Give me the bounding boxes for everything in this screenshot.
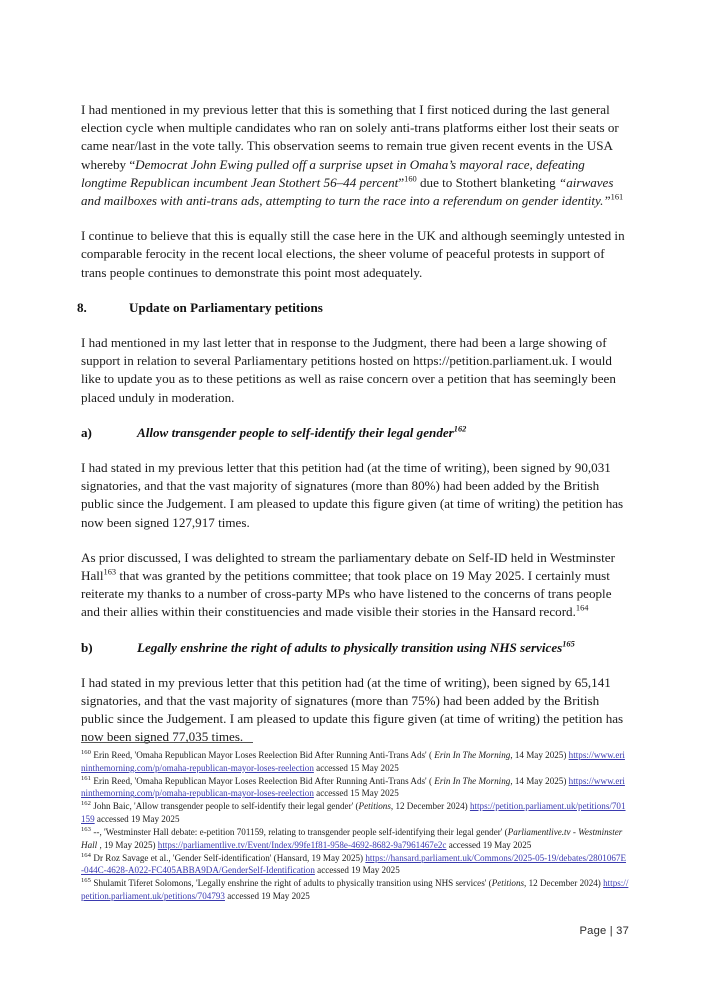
footnote-165 bbox=[81, 877, 629, 902]
footnote-165-mid: , 12 December 2024) bbox=[524, 878, 604, 889]
footnote-162-post: accessed 19 May 2025 bbox=[94, 813, 180, 824]
paragraph-petition-b-stats: I had stated in my previous letter that this petition had (at the time of writing), been signed by 65,141 signatories, and that the vast majority of signatures (more than 75%) had been added by the British public since the Judgement. I am pleased to update this figure given (at time of writing) the petition has now been signed 77,035 times. bbox=[81, 674, 624, 745]
footnote-161-post: accessed 15 May 2025 bbox=[313, 788, 399, 799]
section-heading-8-number: 8. bbox=[77, 299, 87, 315]
footnote-164-post: accessed 19 May 2025 bbox=[314, 865, 400, 876]
footnote-163-number: 163 bbox=[81, 826, 91, 834]
footnote-162-number: 162 bbox=[81, 800, 91, 808]
paragraph-intro-run-3: due to Stothert blanketing bbox=[416, 174, 559, 190]
sub-heading-b-text: Legally enshrine the right of adults to physically transition using NHS services bbox=[137, 639, 563, 655]
footnote-161-number: 161 bbox=[81, 774, 91, 782]
page-number: Page | 37 bbox=[579, 925, 629, 937]
footnote-164-number: 164 bbox=[81, 851, 91, 859]
footnote-163-link[interactable]: https://parliamentlive.tv/Event/Index/99fe1f81-958e-4692-8682-9a7961467e2c bbox=[157, 839, 447, 850]
paragraph-uk-context: I continue to believe that this is equally still the case here in the UK and although seemingly untested in comparable ferocity in the recent local elections, the sheer volume of peaceful protests in support of trans people continues to demonstrate this point most adequately. bbox=[81, 228, 625, 280]
sub-heading-b bbox=[81, 639, 626, 657]
paragraph-intro bbox=[81, 101, 626, 210]
paragraph-intro-quote-1: Democrat John Ewing pulled off a surprise upset in Omaha’s mayoral race, defeating longtime Republican incumbent Jean Stothert 56–44 percent bbox=[81, 156, 585, 190]
footnote-163-italic: Parliamentlive.tv - Westminster Hall bbox=[81, 827, 623, 850]
footnote-area bbox=[81, 742, 629, 903]
footnote-165-italic: Petitions bbox=[491, 878, 525, 889]
footnote-161-pre: Erin Reed, 'Omaha Republican Mayor Loses Reelection Bid After Running Anti-Trans Ads' ( bbox=[93, 775, 435, 786]
footnote-164 bbox=[81, 852, 629, 877]
footnote-ref-162[interactable]: 162 bbox=[453, 424, 467, 434]
footnote-160 bbox=[81, 749, 629, 774]
footnote-ref-163[interactable]: 163 bbox=[103, 567, 117, 577]
footnote-ref-165[interactable]: 165 bbox=[562, 639, 575, 649]
section-heading-8 bbox=[77, 299, 626, 317]
footnote-161-link[interactable]: https://www.erininthemorning.com/p/omaha-republican-mayor-loses-reelection bbox=[81, 775, 625, 799]
footnote-ref-161[interactable]: 161 bbox=[610, 192, 624, 202]
paragraph-intro-run-1: I had mentioned in my previous letter that this is something that I first noticed during the last general election cycle when multiple candidates who ran on solely anti-trans platforms either lost their seats or came near/last in the vote tally. This observation seems to remain true given recent events in the USA whereby “ bbox=[81, 102, 619, 172]
footnote-160-mid: , 14 May 2025) bbox=[510, 750, 569, 760]
paragraph-westminster-debate bbox=[81, 549, 626, 622]
paragraph-petitions-intro: I had mentioned in my last letter that in response to the Judgment, there had been a large showing of support in relation to several Parliamentary petitions hosted on https://petition.parliament.uk. I would like to update you as to these petitions as well as raise concern over a petition that has seemingly been placed unduly in moderation. bbox=[81, 335, 616, 405]
footnote-161-italic: Erin In The Morning bbox=[434, 775, 511, 786]
sub-heading-a bbox=[81, 424, 626, 442]
paragraph-intro-run-2: ” bbox=[398, 174, 405, 190]
sub-heading-b-letter: b) bbox=[81, 639, 93, 655]
footnote-160-italic: Erin In The Morning bbox=[434, 750, 511, 760]
footnote-160-post: accessed 15 May 2025 bbox=[313, 762, 399, 773]
footnote-164-pre: Dr Roz Savage et al., 'Gender Self-identification' (Hansard, 19 May 2025) bbox=[93, 852, 366, 863]
footnote-162 bbox=[81, 800, 629, 825]
footnote-162-link[interactable]: https://petition.parliament.uk/petitions/701159 bbox=[81, 801, 626, 824]
footnote-ref-164[interactable]: 164 bbox=[575, 604, 589, 614]
footnote-165-number: 165 bbox=[81, 877, 91, 885]
footnote-160-link[interactable]: https://www.erininthemorning.com/p/omaha-republican-mayor-loses-reelection bbox=[81, 750, 625, 773]
footnote-separator-rule bbox=[81, 742, 253, 743]
footnote-165-post: accessed 19 May 2025 bbox=[224, 891, 310, 902]
footnote-163 bbox=[81, 826, 629, 851]
footnote-161-mid: , 14 May 2025) bbox=[510, 775, 569, 786]
footnote-160-number: 160 bbox=[81, 748, 91, 756]
sub-heading-a-text: Allow transgender people to self-identify their legal gender bbox=[137, 424, 454, 440]
footnote-163-pre: --, 'Westminster Hall debate: e-petition 701159, relating to transgender people self-identifying their legal gender' ( bbox=[93, 827, 508, 838]
footnote-162-italic: Petitions bbox=[358, 801, 391, 812]
paragraph-intro-quote-2: “airwaves and mailboxes with anti-trans ads, attempting to turn the race into a referendum on gender identity.” bbox=[81, 174, 614, 209]
footnote-ref-160[interactable]: 160 bbox=[404, 174, 417, 184]
footnote-161 bbox=[81, 775, 629, 800]
footnote-163-post: accessed 19 May 2025 bbox=[446, 839, 532, 850]
footnote-160-pre: Erin Reed, 'Omaha Republican Mayor Loses Reelection Bid After Running Anti-Trans Ads' ( bbox=[93, 750, 435, 760]
footnote-164-link[interactable]: https://hansard.parliament.uk/Commons/2025-05-19/debates/2801067E-044C-4628-A022-FC405ABBA9DA/GenderSelf-Identification bbox=[81, 852, 627, 876]
footnote-165-link[interactable]: https://petition.parliament.uk/petitions/704793 bbox=[81, 878, 629, 902]
footnote-165-pre: Shulamit Tiferet Solomons, 'Legally enshrine the right of adults to physically transition using NHS services' ( bbox=[93, 878, 492, 889]
page-body bbox=[77, 101, 626, 764]
paragraph-westminster-run-1: As prior discussed, I was delighted to stream the parliamentary debate on Self-ID held in Westminster Hall bbox=[81, 549, 615, 584]
paragraph-petition-a-stats: I had stated in my previous letter that this petition had (at the time of writing), been signed by 90,031 signatories, and that the vast majority of signatures (more than 80%) had been added by the British public since the Judgement. I am pleased to update this figure given (at time of writing) the petition has now been signed 127,917 times. bbox=[81, 460, 624, 530]
paragraph-westminster-run-2: that was granted by the petitions committee; that took place on 19 May 2025. I certainly must reiterate my thanks to a number of cross-party MPs who have listened to the concerns of trans people and their allies within their constituencies and made visible their stories in the Hansard record. bbox=[81, 568, 612, 620]
sub-heading-a-letter: a) bbox=[81, 424, 92, 440]
footnote-162-mid: , 12 December 2024) bbox=[390, 801, 470, 812]
footnote-162-pre: John Baic, 'Allow transgender people to self-identify their legal gender' ( bbox=[93, 801, 359, 812]
section-heading-8-text: Update on Parliamentary petitions bbox=[129, 299, 323, 315]
footnote-163-mid: , 19 May 2025) bbox=[97, 839, 158, 850]
